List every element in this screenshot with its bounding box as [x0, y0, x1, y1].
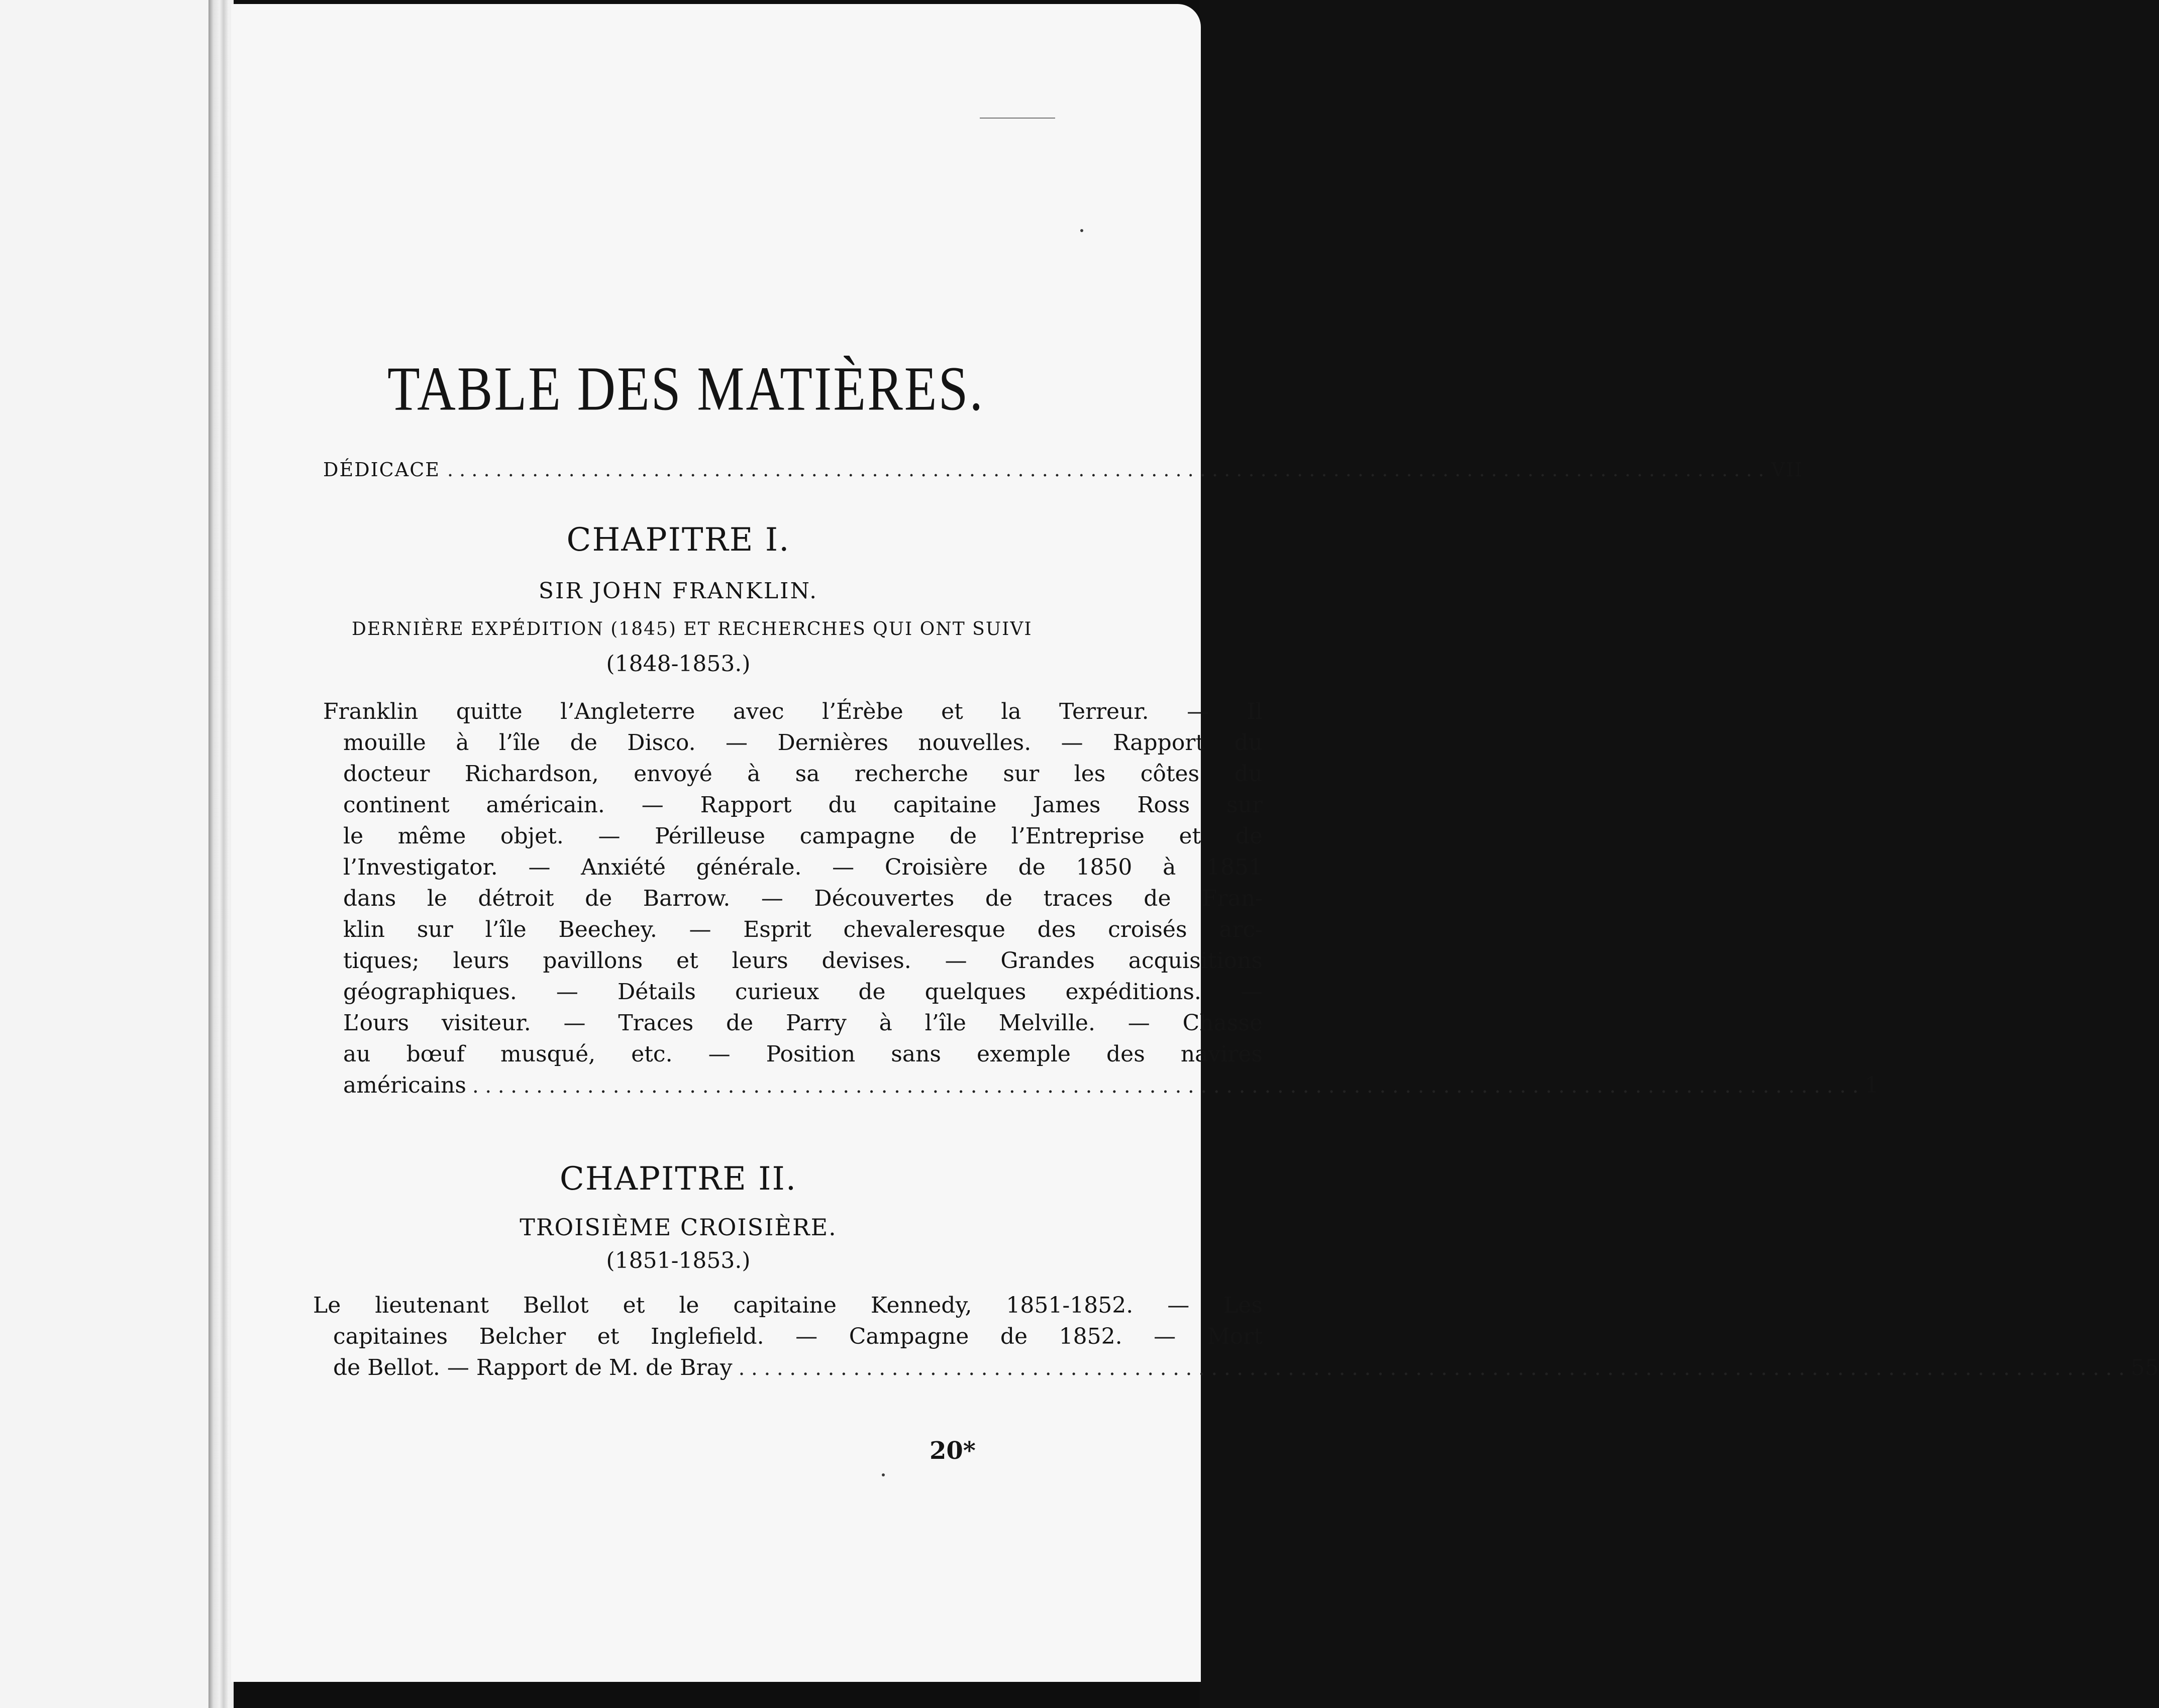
summary-line: docteur Richardson, envoyé à sa recherche sur les côtes du: [343, 761, 1263, 787]
summary-line: dans le détroit de Barrow. — Découvertes de traces de Fran-: [343, 886, 1263, 911]
dot-leader: [472, 1071, 1859, 1102]
page-title: TABLE DES MATIÈRES.: [387, 354, 984, 423]
chapter-1-dates: (1848-1853.): [606, 651, 751, 677]
chapter-2-dates: (1851-1853.): [606, 1248, 751, 1273]
chapter-1-heading: CHAPITRE I.: [566, 521, 790, 559]
summary-line: géographiques. — Détails curieux de quelques expéditions. —: [343, 979, 1263, 1005]
summary-line: l’Investigator. — Anxiété générale. — Croisière de 1850 à 1851: [343, 855, 1263, 880]
chapter-2-subtitle: TROISIÈME CROISIÈRE.: [520, 1214, 837, 1241]
summary-line: Le lieutenant Bellot et le capitaine Kennedy, 1851-1852. — Les: [313, 1293, 1263, 1318]
summary-line: klin sur l’île Beechey. — Esprit chevaleresque des croisés arc-: [343, 917, 1263, 942]
dot-leader: [739, 1353, 2125, 1384]
summary-last-line: [323, 1070, 1879, 1101]
summary-line-end: américains: [343, 1073, 466, 1098]
dedicace-page-number: VII: [1771, 459, 1803, 481]
dedicace-label: DÉDICACE: [323, 459, 441, 481]
summary-line: tiques; leurs pavillons et leurs devises. — Grandes acquisitions: [343, 948, 1263, 974]
summary-line: capitaines Belcher et Inglefield. — Campagne de 1852. — Mort: [333, 1324, 1263, 1349]
summary-line: continent américain. — Rapport du capitaine James Ross sur: [343, 792, 1263, 818]
left-page-edge: [0, 0, 209, 1708]
summary-line: mouille à l’île de Disco. — Dernières nouvelles. — Rapport du: [343, 730, 1263, 756]
right-page: [231, 4, 2159, 1682]
chapter-2-heading: CHAPITRE II.: [559, 1160, 797, 1198]
summary-line-end: de Bellot. — Rapport de M. de Bray: [333, 1355, 733, 1380]
chapter-1-page-number: 1: [1865, 1073, 1879, 1098]
chapter-1-summary: [323, 696, 1879, 1101]
chapter-2-page-number: 55: [2130, 1355, 2159, 1380]
signature-mark: 20*: [930, 1437, 976, 1465]
summary-line: Franklin quitte l’Angleterre avec l’Érèbe et la Terreur. — Il: [323, 699, 1263, 724]
scan-scratch: [980, 118, 1055, 119]
scan-speck: [882, 1473, 885, 1476]
toc-entry-dedicace: [323, 459, 1803, 481]
chapter-2-summary: [313, 1290, 2159, 1383]
summary-last-line: [313, 1352, 2159, 1383]
chapter-1-description: DERNIÈRE EXPÉDITION (1845) ET RECHERCHES QUI ONT SUIVI: [352, 619, 1033, 639]
summary-line: au bœuf musqué, etc. — Position sans exemple des navires: [343, 1041, 1263, 1067]
chapter-1-subtitle: SIR JOHN FRANKLIN.: [538, 578, 818, 604]
book-gutter: [209, 0, 234, 1708]
summary-line: L’ours visiteur. — Traces de Parry à l’île Melville. — Chasse: [343, 1010, 1263, 1036]
summary-line: le même objet. — Périlleuse campagne de l’Entreprise et de: [343, 823, 1263, 849]
scan-speck: [1080, 229, 1083, 232]
dot-leader: [447, 459, 1764, 481]
